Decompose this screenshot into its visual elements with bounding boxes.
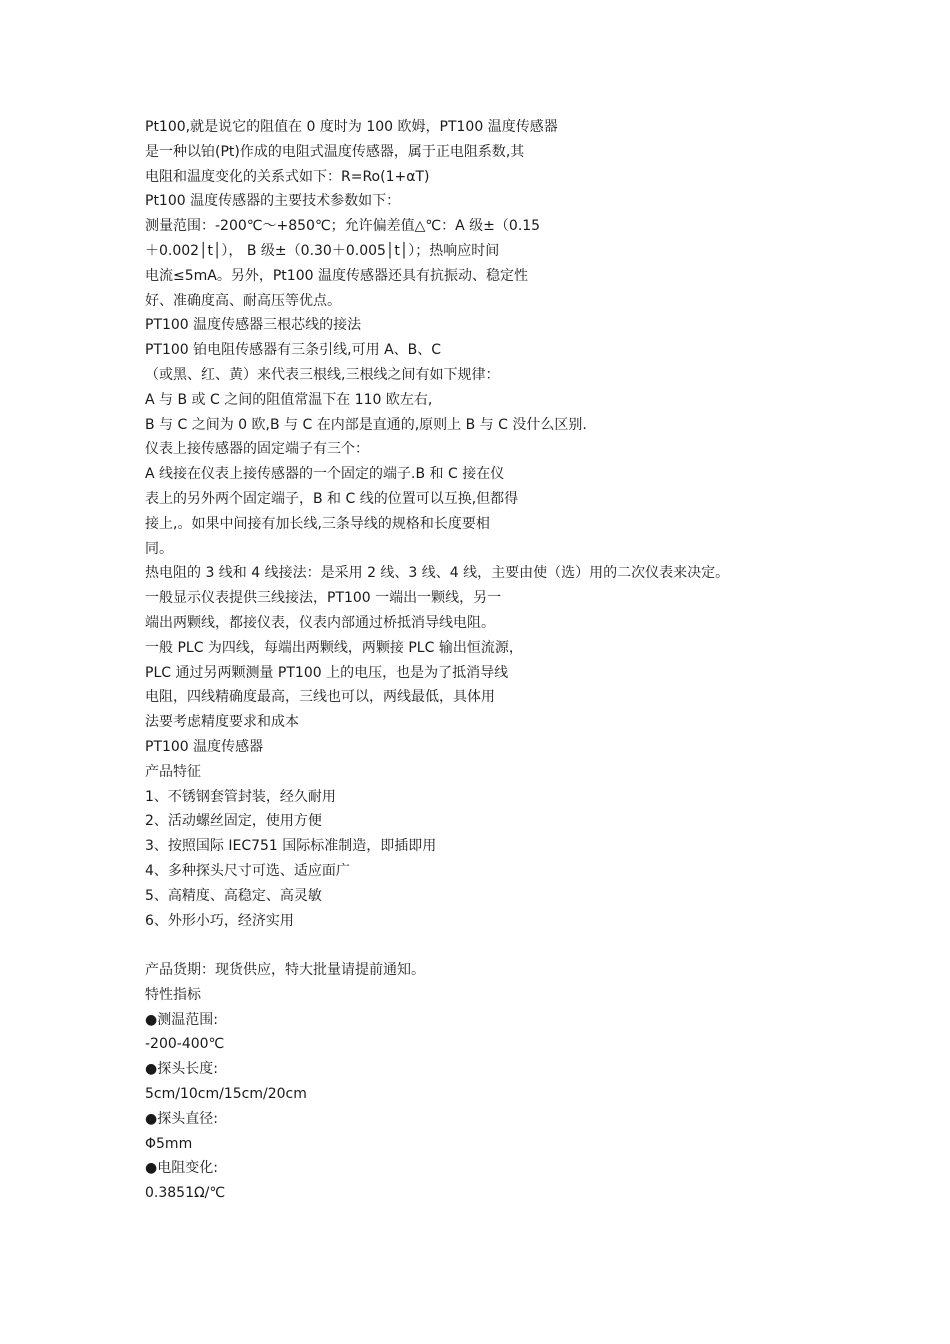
- text-line: 法要考虑精度要求和成本: [145, 714, 299, 731]
- spec-value: -200-400℃: [145, 1036, 225, 1053]
- section-heading: 产品特征: [145, 763, 201, 780]
- text-line: PT100 铂电阻传感器有三条引线,可用 A、B、C: [145, 342, 442, 359]
- text-line: 产品货期：现货供应，特大批量请提前通知。: [145, 962, 425, 979]
- text-line: 是一种以铂(Pt)作成的电阻式温度传感器，属于正电阻系数,其: [145, 143, 525, 160]
- text-line: 电流≤5mA。另外，Pt100 温度传感器还具有抗振动、稳定性: [145, 267, 528, 284]
- text-line: 端出两颗线，都接仪表，仪表内部通过桥抵消导线电阻。: [145, 614, 495, 631]
- text-line: 电阻，四线精确度最高，三线也可以，两线最低，具体用: [145, 689, 495, 706]
- text-line: PLC 通过另两颗测量 PT100 上的电压，也是为了抵消导线: [145, 664, 509, 681]
- text-line: 热电阻的 3 线和 4 线接法：是采用 2 线、3 线、4 线，主要由使（选）用的二次仪表来决定。: [145, 565, 730, 582]
- text-line: A 与 B 或 C 之间的阻值常温下在 110 欧左右,: [145, 391, 433, 408]
- text-line: Pt100 温度传感器的主要技术参数如下：: [145, 193, 401, 210]
- spec-label: ●探头长度:: [145, 1061, 218, 1078]
- section-heading: PT100 温度传感器三根芯线的接法: [145, 317, 362, 334]
- text-line: 好、准确度高、耐高压等优点。: [145, 292, 341, 309]
- list-item: 6、外形小巧，经济实用: [145, 912, 294, 929]
- text-line: B 与 C 之间为 0 欧,B 与 C 在内部是直通的,原则上 B 与 C 没什么区别.: [145, 416, 587, 433]
- text-line: 一般显示仪表提供三线接法，PT100 一端出一颗线，另一: [145, 590, 502, 607]
- spec-label: ●测温范围:: [145, 1011, 218, 1028]
- text-line: （或黑、红、黄）来代表三根线,三根线之间有如下规律：: [145, 366, 500, 383]
- spec-value: 5cm/10cm/15cm/20cm: [145, 1086, 307, 1103]
- text-line: 仪表上接传感器的固定端子有三个：: [145, 441, 369, 458]
- section-heading: 特性指标: [145, 986, 201, 1003]
- text-line: 同。: [145, 540, 173, 557]
- document-body: [145, 115, 935, 1206]
- spec-value: Φ5mm: [145, 1135, 193, 1152]
- text-line: 表上的另外两个固定端子，B 和 C 线的位置可以互换,但都得: [145, 490, 519, 507]
- list-item: 3、按照国际 IEC751 国际标准制造，即插即用: [145, 838, 437, 855]
- list-item: 2、活动螺丝固定，使用方便: [145, 813, 322, 830]
- spec-label: ●探头直径:: [145, 1110, 218, 1127]
- list-item: 1、不锈钢套管封装，经久耐用: [145, 788, 336, 805]
- list-item: 5、高精度、高稳定、高灵敏: [145, 887, 322, 904]
- spec-value: 0.3851Ω/℃: [145, 1185, 226, 1202]
- section-heading: PT100 温度传感器: [145, 738, 264, 755]
- text-line: Pt100,就是说它的阻值在 0 度时为 100 欧姆，PT100 温度传感器: [145, 119, 558, 135]
- text-line: 接上,。如果中间接有加长线,三条导线的规格和长度要相: [145, 515, 490, 532]
- text-line: 电阻和温度变化的关系式如下：R=Ro(1+αT): [145, 168, 430, 185]
- spec-label: ●电阻变化:: [145, 1160, 218, 1177]
- text-line: 测量范围：-200℃～+850℃；允许偏差值△℃：A 级±（0.15: [145, 218, 541, 235]
- text-line: 一般 PLC 为四线，每端出两颗线，两颗接 PLC 输出恒流源，: [145, 639, 523, 656]
- list-item: 4、多种探头尺寸可选、适应面广: [145, 862, 350, 879]
- text-line: A 线接在仪表上接传感器的一个固定的端子.B 和 C 接在仪: [145, 466, 505, 483]
- blank-line: [145, 933, 935, 958]
- text-line: ＋0.002│t│）， B 级±（0.30＋0.005│t│）；热响应时间: [145, 242, 500, 259]
